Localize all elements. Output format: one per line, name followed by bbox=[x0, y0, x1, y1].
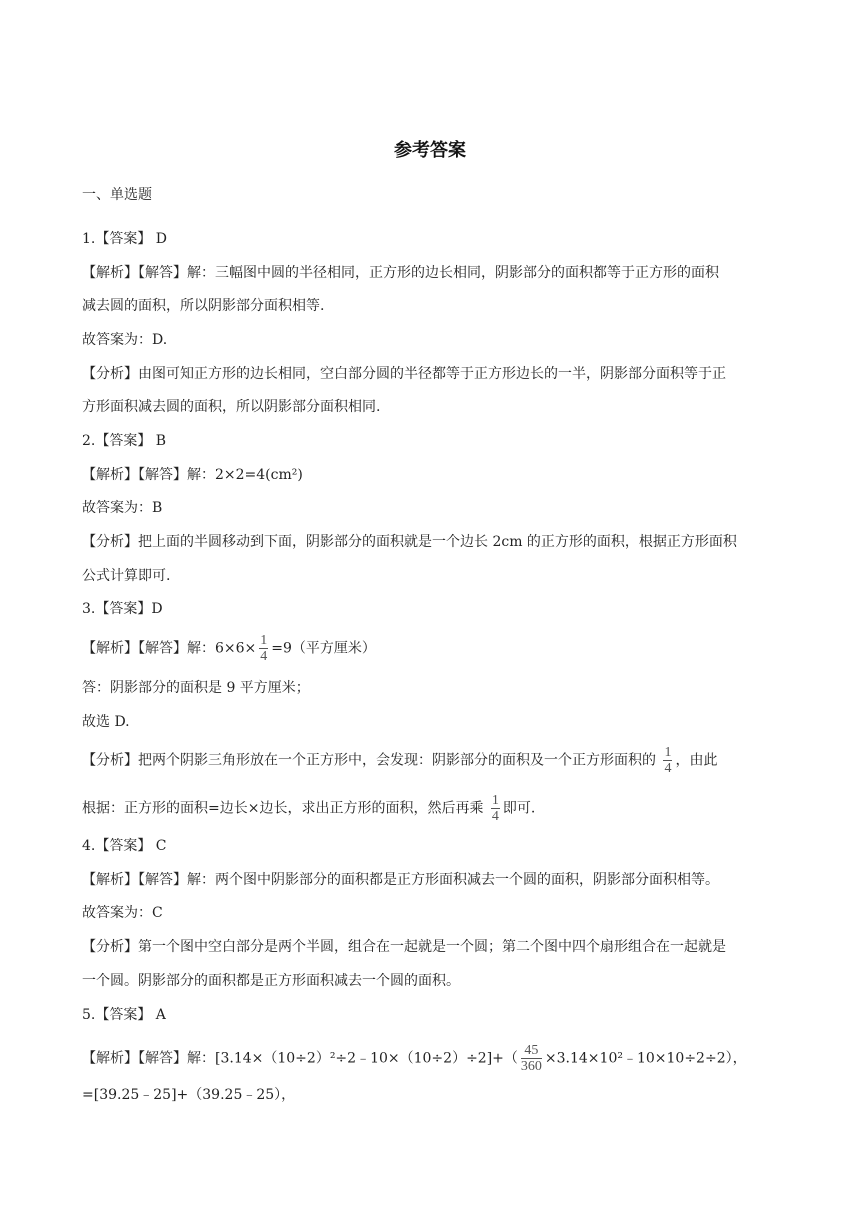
page-title: 参考答案 bbox=[394, 140, 466, 161]
q1-solution-line2: 减去圆的面积，所以阴影部分面积相等. bbox=[82, 298, 325, 314]
q4-analysis-line1: 【分析】第一个图中空白部分是两个半圆，组合在一起就是一个圆；第二个图中四个扇形组合在一起就是 bbox=[82, 939, 726, 955]
one-quarter-fraction bbox=[491, 794, 500, 823]
q3-analysis-line1-tail: ，由此 bbox=[675, 752, 718, 769]
q3-reply: 答：阴影部分的面积是 9 平方厘米； bbox=[82, 680, 310, 696]
q3-conclusion: 故选 D. bbox=[82, 714, 130, 730]
q3-solution bbox=[82, 634, 376, 663]
q2-solution: 【解析】【解答】解：2×2=4(cm²) bbox=[82, 467, 303, 483]
q3-analysis-line2 bbox=[82, 794, 535, 823]
q5-solution bbox=[82, 1044, 747, 1073]
q2-answer: 2.【答案】 B bbox=[82, 433, 167, 449]
q1-analysis-line2: 方形面积减去圆的面积，所以阴影部分面积相同. bbox=[82, 399, 381, 415]
fraction-denominator: 4 bbox=[491, 809, 499, 824]
q1-conclusion: 故答案为：D. bbox=[82, 332, 168, 348]
fraction-numerator: 1 bbox=[664, 745, 672, 760]
q4-conclusion: 故答案为：C bbox=[82, 905, 163, 921]
q5-solution-suffix: ×3.14×10²﹣10×10÷2÷2）， bbox=[544, 1050, 747, 1067]
q2-analysis-line1: 【分析】把上面的半圆移动到下面，阴影部分的面积就是一个边长 2cm 的正方形的面积，根据正方形面积 bbox=[82, 534, 737, 550]
fraction-denominator: 4 bbox=[260, 649, 268, 664]
one-quarter-fraction bbox=[259, 634, 268, 663]
q3-answer: 3.【答案】D bbox=[82, 601, 163, 617]
one-quarter-fraction bbox=[663, 746, 672, 775]
q5-step2: =[39.25﹣25]+（39.25﹣25）， bbox=[82, 1087, 296, 1103]
q3-solution-suffix: =9（平方厘米） bbox=[271, 640, 376, 657]
q4-solution: 【解析】【解答】解：两个图中阴影部分的面积都是正方形面积减去一个圆的面积，阴影部分面积相等。 bbox=[82, 872, 719, 888]
fraction-denominator: 360 bbox=[520, 1059, 542, 1074]
q4-analysis-line2: 一个圆。阴影部分的面积都是正方形面积减去一个圆的面积。 bbox=[82, 973, 460, 989]
q2-analysis-line2: 公式计算即可. bbox=[82, 568, 171, 584]
q3-analysis-line1-text: 【分析】把两个阴影三角形放在一个正方形中，会发现：阴影部分的面积及一个正方形面积的 bbox=[82, 752, 656, 769]
fraction-numerator: 45 bbox=[524, 1043, 539, 1058]
q3-solution-prefix: 【解析】【解答】解：6×6× bbox=[82, 640, 257, 657]
q4-answer: 4.【答案】 C bbox=[82, 838, 167, 854]
fraction-denominator: 4 bbox=[664, 761, 672, 776]
q3-analysis-line2-tail: 即可. bbox=[502, 800, 536, 817]
q5-answer: 5.【答案】 A bbox=[82, 1007, 166, 1023]
q3-analysis-line1 bbox=[82, 746, 717, 775]
fraction-numerator: 1 bbox=[260, 633, 268, 648]
q1-solution-line1: 【解析】【解答】解：三幅图中圆的半径相同，正方形的边长相同，阴影部分的面积都等于正方形的面积 bbox=[82, 265, 719, 281]
q3-analysis-line2-text: 根据：正方形的面积=边长×边长，求出正方形的面积，然后再乘 bbox=[82, 800, 484, 817]
q2-conclusion: 故答案为：B bbox=[82, 500, 163, 516]
q1-answer: 1.【答案】 D bbox=[82, 231, 168, 247]
section-heading: 一、单选题 bbox=[82, 187, 152, 203]
fraction-numerator: 1 bbox=[491, 793, 499, 808]
forty-five-over-360-fraction bbox=[521, 1044, 542, 1073]
q1-analysis-line1: 【分析】由图可知正方形的边长相同，空白部分圆的半径都等于正方形边长的一半，阴影部分面积等于正 bbox=[82, 366, 726, 382]
q5-solution-prefix: 【解析】【解答】解：[3.14×（10÷2）²÷2﹣10×（10÷2）÷2]+（ bbox=[82, 1050, 518, 1067]
